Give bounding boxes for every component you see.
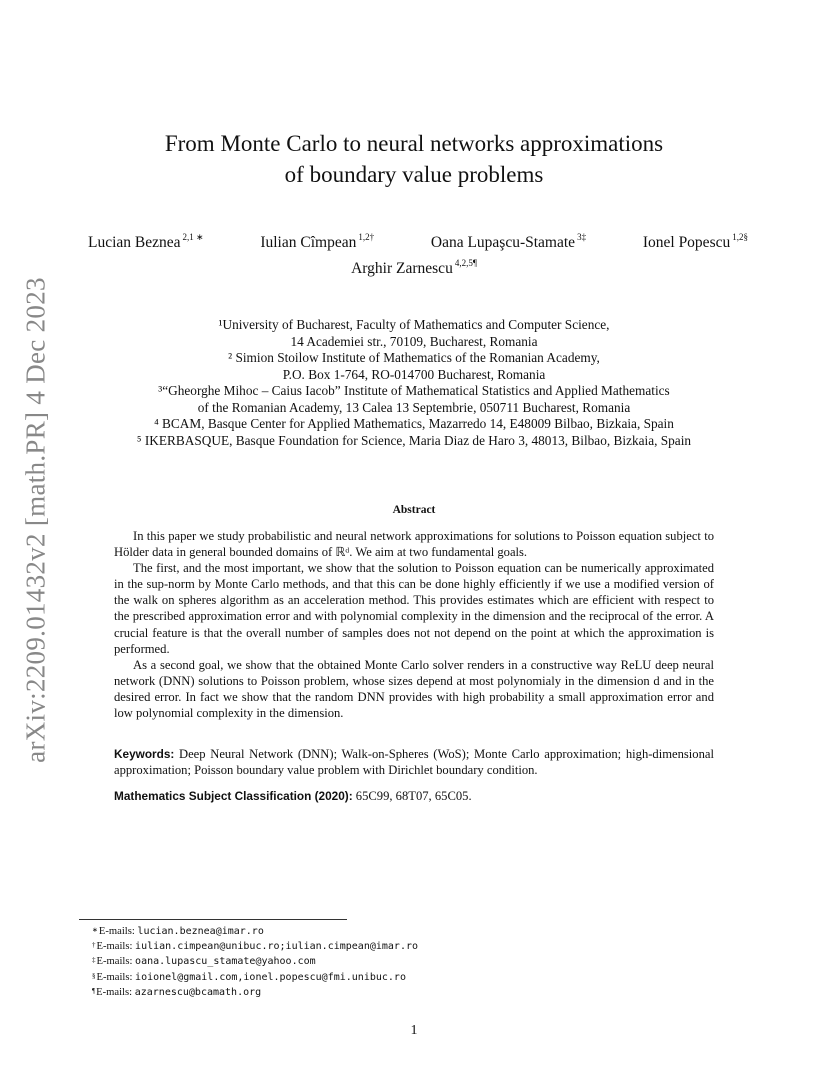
author-list — [88, 234, 748, 252]
abstract-paragraph: The first, and the most important, we show that the solution to Poisson equation can be numerically approximated in the sup-norm by Monte Carlo methods, and that this can be done highly efficiently if we use a modified version of the walk on spheres algorithm as an acceleration method. This provides estimates which are efficient with respect to the prescribed approximation error and with polynomial complexity in the dimension and the reciprocal of the error. A crucial feature is that the overall number of samples does not not depend on the point at which the approximation is performed. — [114, 561, 714, 656]
footnote-mark: § — [92, 971, 96, 980]
abstract-paragraph: As a second goal, we show that the obtained Monte Carlo solver renders in a constructive way ReLU deep neural network (DNN) solutions to Poisson problem, whose sizes depend at most polynomialy in the dimension d and in the desired error. In fact we show that the random DNN provides with high probability a small approximation error and low polynomial complexity in the dimension. — [114, 657, 714, 721]
affiliation-line: ¹University of Bucharest, Faculty of Mathematics and Computer Science, — [218, 317, 610, 332]
author — [88, 234, 204, 252]
author — [643, 234, 748, 252]
author-affil-mark: 2,1 ∗ — [182, 232, 204, 242]
footnote — [92, 924, 418, 939]
author-list-row2 — [100, 260, 728, 278]
footnote-mark: † — [92, 941, 96, 950]
keywords-label: Keywords: — [114, 747, 175, 761]
keywords — [114, 746, 714, 778]
footnote-email[interactable]: ioionel@gmail.com,ionel.popescu@fmi.unibuc.ro — [135, 971, 406, 983]
author-affil-mark: 1,2§ — [732, 232, 748, 242]
footnotes — [92, 924, 418, 1000]
affiliation-line: ³“Gheorghe Mihoc – Caius Iacob” Institute of Mathematical Statistics and Applied Mathematics — [158, 383, 670, 398]
title-line-2: of boundary value problems — [284, 162, 544, 187]
author-affil-mark: 3‡ — [577, 232, 587, 242]
footnote-email[interactable]: lucian.beznea@imar.ro — [137, 926, 264, 937]
footnote-mark: ‡ — [92, 956, 96, 965]
footnote-email[interactable]: oana.lupascu_stamate@yahoo.com — [135, 956, 316, 968]
author — [351, 260, 477, 277]
author — [431, 234, 586, 252]
msc-codes: 65C99, 68T07, 65C05. — [355, 789, 472, 803]
keywords-text: Deep Neural Network (DNN); Walk-on-Spheres (WoS); Monte Carlo approximation; high-dimensional approximation; Poisson boundary value problem with Dirichlet boundary condition. — [114, 747, 714, 778]
footnote-label: E-mails: — [98, 926, 138, 937]
affiliation-line: ⁴ BCAM, Basque Center for Applied Mathematics, Mazarredo 14, E48009 Bilbao, Bizkaia, Spain — [154, 416, 674, 431]
footnote-label: E-mails: — [96, 971, 136, 983]
author-name: Ionel Popescu — [642, 234, 731, 251]
abstract-body — [114, 528, 714, 721]
author — [260, 234, 374, 252]
arxiv-identifier: arXiv:2209.01432v2 [math.PR] 4 Dec 2023 — [20, 277, 51, 763]
author-affil-mark: 4,2,5¶ — [454, 258, 477, 268]
footnote-mark: ∗ — [92, 926, 98, 934]
abstract-heading: Abstract — [392, 504, 436, 516]
affiliations — [100, 317, 728, 449]
abstract-paragraph: In this paper we study probabilistic and neural network approximations for solutions to Poisson equation subject to Hölder data in general bounded domains of ℝᵈ. We aim at two fundamental goals. — [114, 529, 714, 560]
footnote-label: E-mails: — [96, 956, 136, 968]
footnote-rule — [79, 919, 347, 920]
footnote-label: E-mails: — [96, 941, 136, 953]
affiliation-line: ² Simion Stoilow Institute of Mathematics of the Romanian Academy, — [228, 350, 600, 365]
footnote-email[interactable]: iulian.cimpean@unibuc.ro;iulian.cimpean@imar.ro — [135, 941, 419, 953]
author-name: Iulian Cîmpean — [260, 234, 357, 251]
footnote — [92, 970, 418, 985]
footnote-email[interactable]: azarnescu@bcamath.org — [134, 986, 262, 998]
footnote-mark: ¶ — [92, 986, 96, 995]
title-line-1: From Monte Carlo to neural networks approximations — [164, 131, 664, 156]
page-number: 1 — [410, 1023, 418, 1038]
author-affil-mark: 1,2† — [358, 232, 375, 242]
affiliation-line: of the Romanian Academy, 13 Calea 13 Septembrie, 050711 Bucharest, Romania — [197, 399, 631, 415]
footnote — [92, 985, 418, 1000]
author-name: Arghir Zarnescu — [351, 260, 453, 277]
footnote — [92, 954, 418, 969]
footnote — [92, 939, 418, 954]
footnote-label: E-mails: — [96, 986, 135, 998]
affiliation-line: 14 Academiei str., 70109, Bucharest, Romania — [290, 333, 538, 349]
affiliation-line: ⁵ IKERBASQUE, Basque Foundation for Science, Maria Diaz de Haro 3, 48013, Bilbao, Bizkaia, Spain — [136, 432, 692, 448]
msc-classification — [114, 788, 714, 804]
msc-label: Mathematics Subject Classification (2020): — [114, 789, 353, 803]
affiliation-line: P.O. Box 1-764, RO-014700 Bucharest, Romania — [282, 366, 546, 382]
author-name: Lucian Beznea — [88, 234, 181, 251]
paper-title — [100, 128, 728, 190]
author-name: Oana Lupaşcu-Stamate — [430, 234, 576, 251]
